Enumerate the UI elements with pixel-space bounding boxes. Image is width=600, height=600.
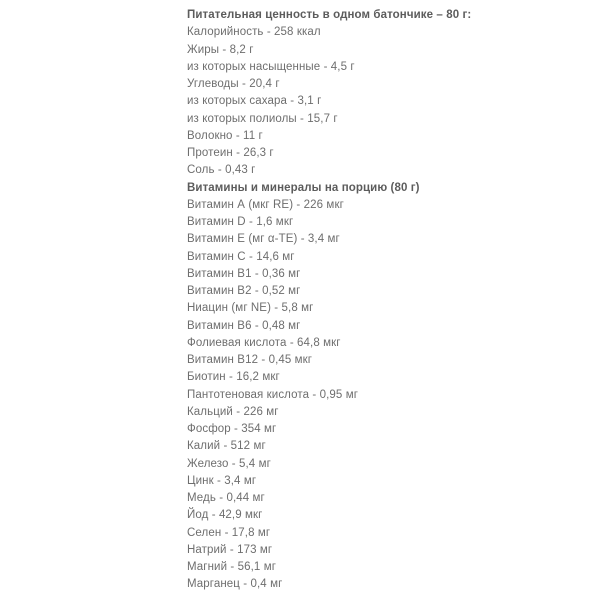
- nutrition-item: Витамин B6 - 0,48 мг: [187, 319, 301, 332]
- nutrition-item: Витамин D - 1,6 мкг: [187, 216, 294, 228]
- nutrition-item: Витамин E (мг α-TE) - 3,4 мг: [187, 233, 340, 246]
- nutrition-item: Соль - 0,43 г: [187, 164, 256, 177]
- nutrition-item: Фосфор - 354 мг: [187, 423, 277, 435]
- nutrition-item: Фолиевая кислота - 64,8 мкг: [187, 336, 341, 349]
- nutrition-item: Марганец - 0,4 мг: [187, 578, 283, 591]
- nutrition-item: Железо - 5,4 мг: [187, 457, 271, 470]
- nutrition-item: из которых насыщенные - 4,5 г: [187, 60, 355, 73]
- nutrition-item: Селен - 17,8 мг: [187, 526, 271, 539]
- nutrition-item: Калий - 512 мг: [187, 440, 266, 453]
- nutrition-item: Йод - 42,9 мкг: [187, 509, 263, 522]
- nutrition-item: Медь - 0,44 мг: [187, 492, 265, 504]
- nutrition-item: из которых сахара - 3,1 г: [187, 95, 322, 108]
- nutrition-item: Протеин - 26,3 г: [187, 147, 274, 159]
- nutrition-item: Калорийность - 258 ккал: [187, 26, 321, 39]
- nutrition-item: Магний - 56,1 мг: [187, 561, 276, 573]
- nutrition-item: Волокно - 11 г: [187, 129, 263, 142]
- nutrition-facts-list: [187, 7, 567, 594]
- section-header: Питательная ценность в одном батончике – 80 г:: [187, 9, 472, 21]
- nutrition-item: Натрий - 173 мг: [187, 543, 273, 556]
- nutrition-item: Витамин B1 - 0,36 мг: [187, 267, 301, 280]
- section-header: Витамины и минералы на порцию (80 г): [187, 181, 420, 194]
- nutrition-item: Пантотеновая кислота - 0,95 мг: [187, 388, 358, 401]
- nutrition-item: Витамин B2 - 0,52 мг: [187, 285, 301, 297]
- nutrition-item: Жиры - 8,2 г: [187, 43, 254, 56]
- nutrition-item: Цинк - 3,4 мг: [187, 474, 257, 487]
- nutrition-item: Витамин B12 - 0,45 мкг: [187, 354, 313, 366]
- nutrition-item: Кальций - 226 мг: [187, 405, 279, 418]
- nutrition-item: Ниацин (мг NE) - 5,8 мг: [187, 302, 314, 315]
- nutrition-item: Биотин - 16,2 мкг: [187, 371, 280, 384]
- nutrition-item: из которых полиолы - 15,7 г: [187, 112, 338, 125]
- nutrition-item: Витамин C - 14,6 мг: [187, 250, 295, 263]
- nutrition-item: Углеводы - 20,4 г: [187, 78, 280, 90]
- nutrition-item: Витамин А (мкг RE) - 226 мкг: [187, 198, 344, 211]
